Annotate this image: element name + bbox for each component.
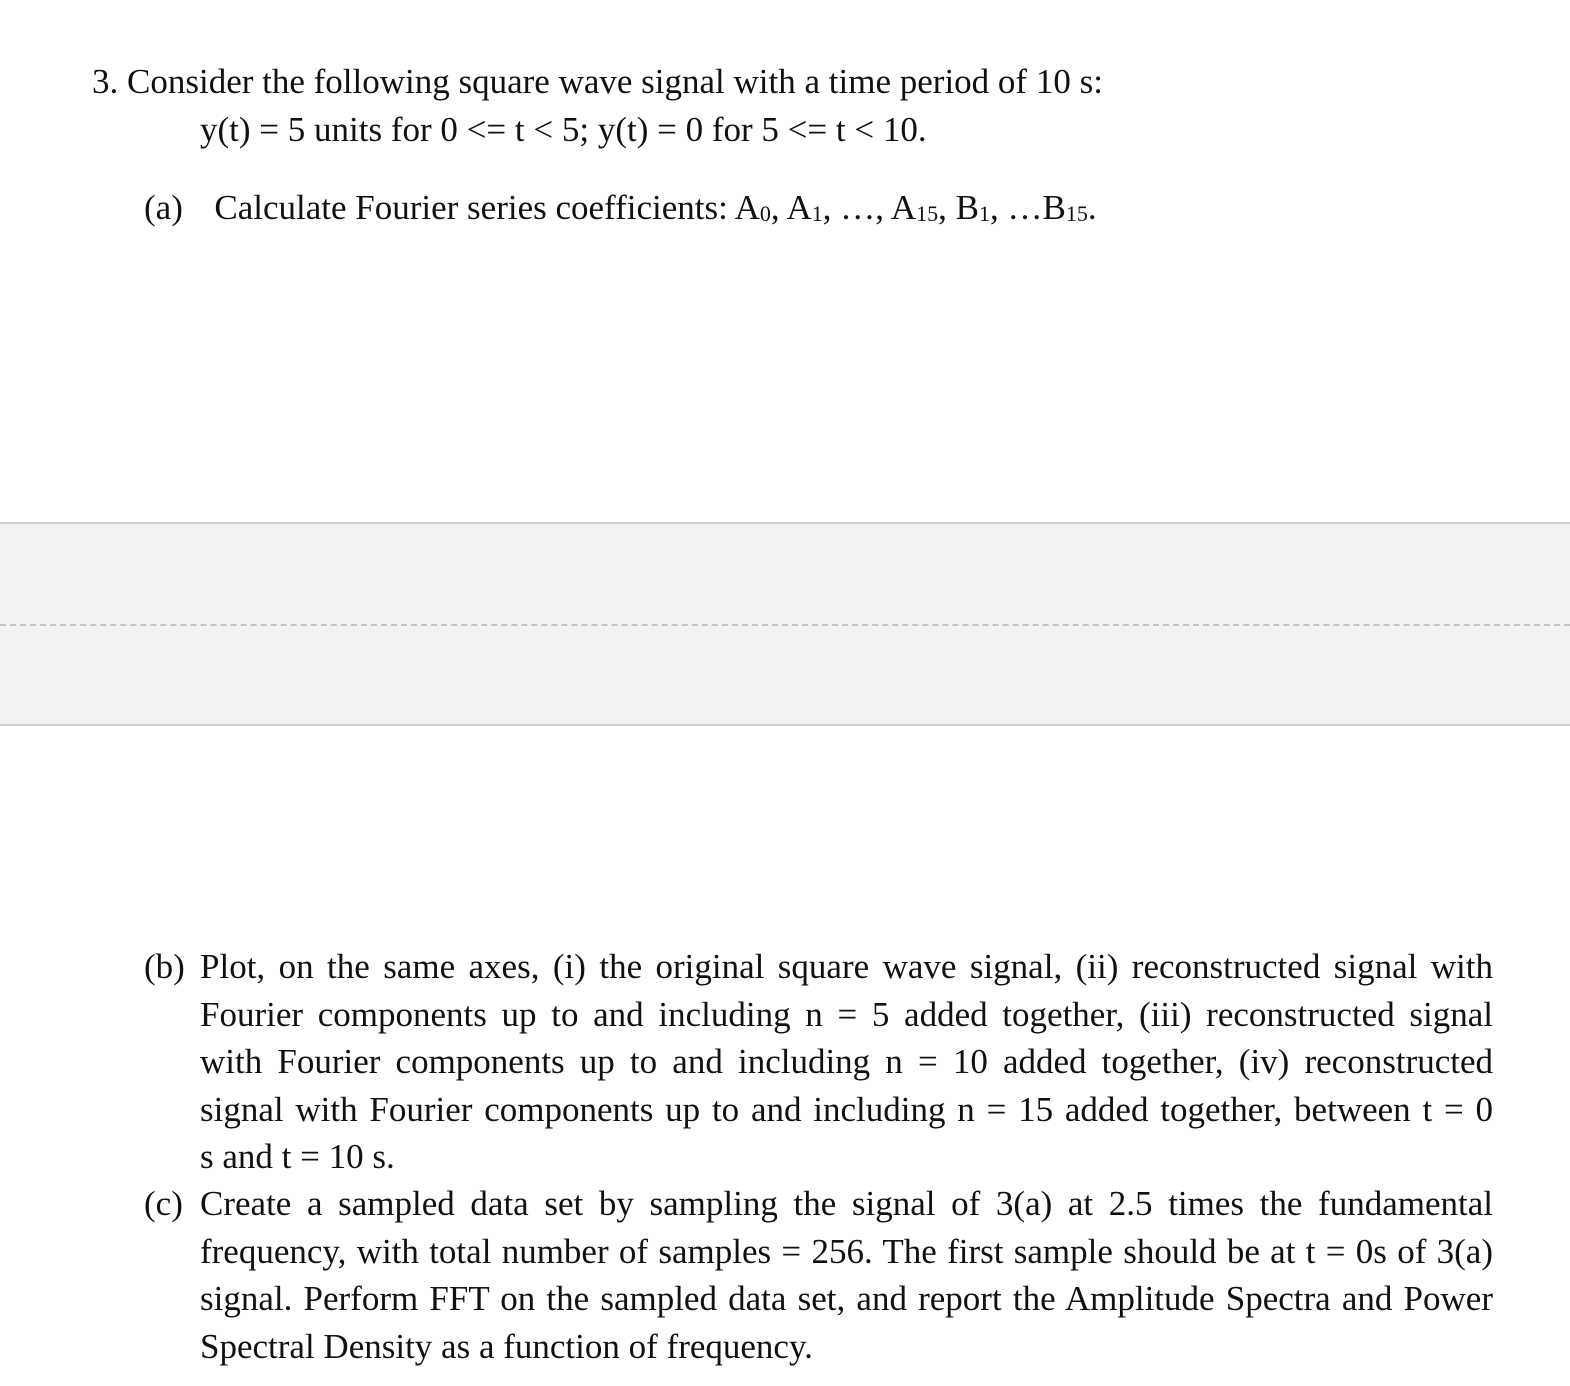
part-c-line: Create a sampled data set by sampling the signal of 3(a) at 2.5 times the fundamental: [200, 1184, 1493, 1223]
part-b-line: signal with Fourier components up to and including n = 15 added together, between t = 0: [200, 1089, 1493, 1129]
subscript: 0: [759, 201, 771, 226]
signal-definition: y(t) = 5 units for 0 <= t < 5; y(t) = 0 for 5 <= t < 10.: [200, 110, 927, 149]
subscript: 1: [979, 201, 990, 226]
part-c-line: signal. Perform FFT on the sampled data set, and report the Amplitude Spectra and Power: [200, 1279, 1493, 1318]
part-a-label: (a): [144, 188, 183, 227]
part-b-label: (b): [144, 947, 185, 986]
part-b-line: Fourier components up to and including n = 5 added together, (iii) reconstructed signal: [200, 994, 1493, 1034]
part-c-text: [200, 1180, 1493, 1370]
part-a-text: , …, A: [822, 188, 917, 227]
part-a-text: Calculate Fourier series coefficients: A: [214, 188, 760, 227]
part-a-text: , B: [938, 188, 979, 227]
subscript: 1: [811, 201, 823, 226]
part-b-line: with Fourier components up to and including n = 10 added together, (iv) reconstructed: [200, 1042, 1493, 1081]
part-b-line: s and t = 10 s.: [200, 1137, 395, 1176]
part-a: [144, 185, 1097, 231]
part-b-text: [200, 943, 1493, 1181]
page-break-dashed-line: [0, 624, 1570, 626]
part-c-line: frequency, with total number of samples = 256. The first sample should be at t = 0s of 3(a): [200, 1231, 1493, 1271]
part-b-line: Plot, on the same axes, (i) the original square wave signal, (ii) reconstructed signal with: [200, 947, 1493, 986]
part-a-text: .: [1087, 188, 1097, 227]
subscript: 15: [1065, 201, 1088, 226]
question-title: 3. Consider the following square wave signal with a time period of 10 s:: [92, 62, 1103, 101]
part-a-text: , …B: [990, 188, 1066, 227]
subscript: 15: [916, 201, 939, 226]
part-c-label: (c): [144, 1184, 183, 1223]
part-c-line: Spectral Density as a function of frequency.: [200, 1326, 813, 1366]
part-a-text: , A: [770, 188, 812, 227]
